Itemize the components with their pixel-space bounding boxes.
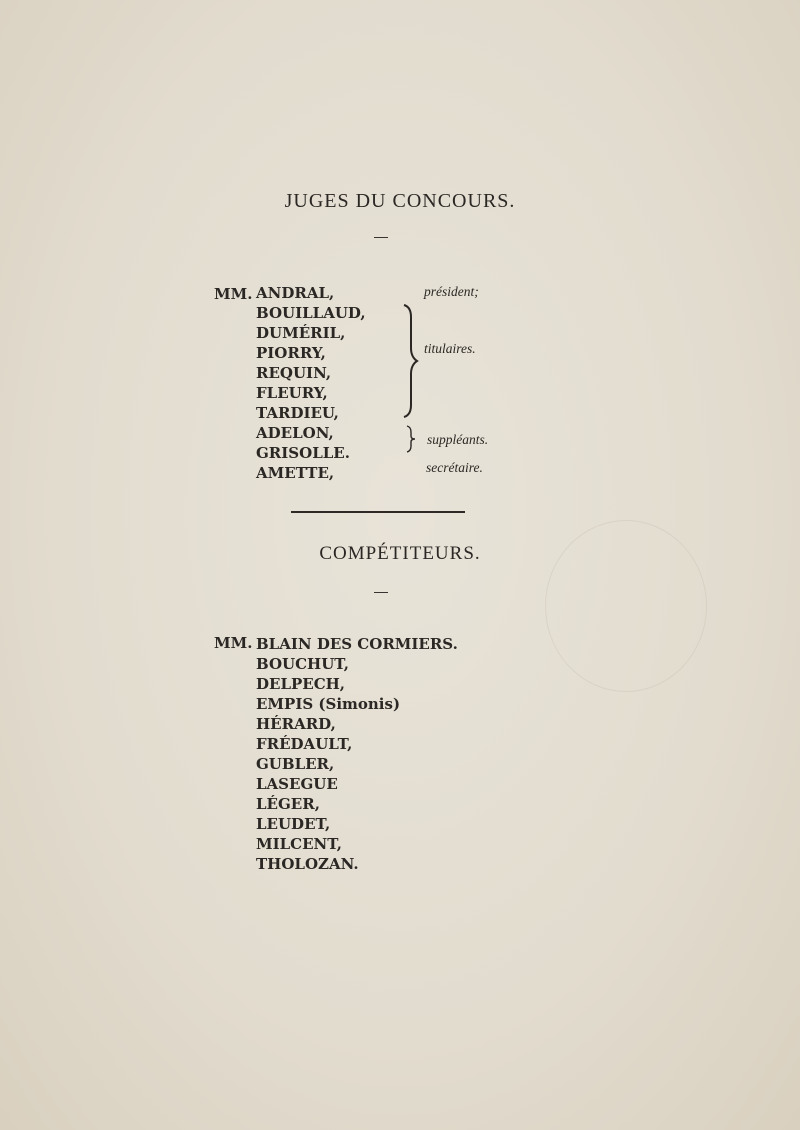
competitor-name: EMPIS (Simonis)	[256, 695, 401, 713]
competitors-list	[256, 634, 458, 874]
judge-name: FLEURY,	[256, 384, 328, 402]
competitor-name: MILCENT,	[256, 835, 342, 853]
competitor-name: BOUCHUT,	[256, 655, 350, 673]
competitors-prefix: MM.	[214, 634, 253, 652]
role-secretaire: secrétaire.	[426, 460, 483, 475]
judges-prefix: MM.	[214, 285, 253, 303]
competitor-name: FRÉDAULT,	[256, 735, 353, 753]
judge-name: ANDRAL,	[256, 284, 335, 302]
judge-name: BOUILLAUD,	[256, 304, 366, 322]
competitor-name: DELPECH,	[256, 675, 346, 693]
suppleants-brace	[404, 424, 418, 454]
competitor-name: LEUDET,	[256, 815, 331, 833]
judges-heading-dash	[374, 237, 388, 238]
judges-list	[256, 283, 366, 483]
judge-name: TARDIEU,	[256, 404, 339, 422]
competitor-name: HÉRARD,	[256, 715, 336, 733]
competitor-name: LÉGER,	[256, 795, 320, 813]
competitor-name: BLAIN DES CORMIERS.	[256, 635, 458, 653]
competitor-name: LASEGUE	[256, 775, 338, 793]
judge-name: GRISOLLE.	[256, 444, 350, 462]
competitor-name: THOLOZAN.	[256, 855, 359, 873]
role-president: président;	[424, 284, 479, 299]
role-titulaires: titulaires.	[424, 341, 476, 356]
judges-heading: JUGES DU CONCOURS.	[284, 190, 516, 212]
competitor-name: GUBLER,	[256, 755, 335, 773]
section-divider	[291, 511, 465, 513]
competitors-heading-dash	[374, 592, 388, 593]
judge-name: REQUIN,	[256, 364, 332, 382]
role-suppleants: suppléants.	[427, 432, 489, 447]
judge-name: DUMÉRIL,	[256, 324, 346, 342]
judge-name: ADELON,	[256, 424, 334, 442]
judge-name: PIORRY,	[256, 344, 326, 362]
judge-name: AMETTE,	[256, 464, 335, 482]
competitors-heading: COMPÉTITEURS.	[319, 543, 481, 564]
titulaires-brace	[400, 303, 420, 419]
